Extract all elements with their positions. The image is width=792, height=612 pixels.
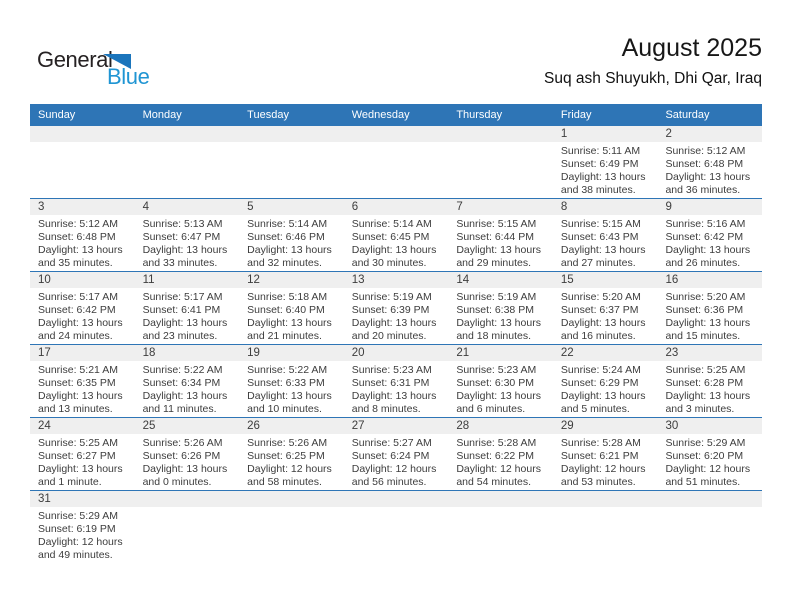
- daylight-text-line1: Daylight: 13 hours: [142, 317, 228, 329]
- daylight-text-line1: Daylight: 13 hours: [38, 390, 123, 402]
- day-cell-28: [448, 418, 553, 490]
- date-band-empty: [239, 491, 344, 507]
- sunset-text: Sunset: 6:20 PM: [665, 450, 744, 462]
- page-titles: [544, 34, 762, 88]
- sunset-text: Sunset: 6:21 PM: [560, 450, 639, 462]
- sunset-text: Sunset: 6:48 PM: [38, 231, 116, 243]
- sunrise-text: Sunrise: 5:24 AM: [560, 364, 641, 376]
- sunrise-text: Sunrise: 5:12 AM: [38, 218, 118, 230]
- date-band-empty: [30, 126, 135, 142]
- daylight-text-line1: Daylight: 13 hours: [38, 463, 123, 475]
- sunset-text: Sunset: 6:47 PM: [142, 231, 221, 243]
- day-cell-25: [135, 418, 240, 490]
- daylight-text-line1: Daylight: 13 hours: [142, 390, 228, 402]
- logo-text-blue: Blue: [107, 64, 150, 89]
- sunset-text: Sunset: 6:42 PM: [665, 231, 744, 243]
- daylight-text-line1: Daylight: 12 hours: [665, 463, 751, 475]
- day-cell-3: [30, 199, 135, 271]
- sunset-text: Sunset: 6:28 PM: [665, 377, 744, 389]
- day-cell-6: [344, 199, 449, 271]
- daylight-text-line2: and 36 minutes.: [665, 184, 741, 196]
- sunrise-text: Sunrise: 5:22 AM: [142, 364, 223, 376]
- sunrise-text: Sunrise: 5:20 AM: [665, 291, 746, 303]
- weekday-sunday: Sunday: [38, 109, 76, 121]
- date-number: 2: [657, 126, 762, 142]
- day-cell-4: [135, 199, 240, 271]
- daylight-text-line2: and 0 minutes.: [142, 476, 212, 488]
- day-cell-27: [344, 418, 449, 490]
- sunset-text: Sunset: 6:46 PM: [247, 231, 325, 243]
- sunrise-text: Sunrise: 5:27 AM: [351, 437, 432, 449]
- daylight-text-line2: and 13 minutes.: [38, 403, 113, 415]
- weekday-header-row: [30, 104, 762, 126]
- sunrise-text: Sunrise: 5:26 AM: [142, 437, 223, 449]
- daylight-text-line1: Daylight: 13 hours: [142, 463, 228, 475]
- day-cell-empty: [239, 491, 344, 564]
- day-cell-17: [30, 345, 135, 417]
- date-band-empty: [657, 491, 762, 507]
- daylight-text-line1: Daylight: 13 hours: [665, 244, 751, 256]
- day-cell-5: [239, 199, 344, 271]
- daylight-text-line2: and 23 minutes.: [142, 330, 218, 342]
- date-number: 29: [553, 418, 658, 434]
- daylight-text-line2: and 26 minutes.: [665, 257, 741, 269]
- day-cell-empty: [239, 126, 344, 198]
- sunrise-text: Sunrise: 5:19 AM: [351, 291, 432, 303]
- day-cell-empty: [30, 126, 135, 198]
- day-cell-18: [135, 345, 240, 417]
- week-row-6: [30, 491, 762, 564]
- day-cell-24: [30, 418, 135, 490]
- daylight-text-line1: Daylight: 13 hours: [247, 317, 332, 329]
- date-number: 18: [135, 345, 240, 361]
- daylight-text-line2: and 10 minutes.: [247, 403, 322, 415]
- date-number: 7: [448, 199, 553, 215]
- date-number: 22: [553, 345, 658, 361]
- general-blue-logo: [37, 47, 167, 91]
- sunset-text: Sunset: 6:38 PM: [456, 304, 534, 316]
- sunset-text: Sunset: 6:24 PM: [351, 450, 430, 462]
- daylight-text-line2: and 11 minutes.: [142, 403, 217, 415]
- sunrise-text: Sunrise: 5:21 AM: [38, 364, 118, 376]
- sunset-text: Sunset: 6:31 PM: [351, 377, 430, 389]
- date-number: 28: [448, 418, 553, 434]
- sunrise-text: Sunrise: 5:28 AM: [456, 437, 537, 449]
- daylight-text-line2: and 21 minutes.: [247, 330, 322, 342]
- sunrise-text: Sunrise: 5:14 AM: [247, 218, 328, 230]
- daylight-text-line1: Daylight: 12 hours: [456, 463, 541, 475]
- date-number: 8: [553, 199, 658, 215]
- daylight-text-line2: and 38 minutes.: [560, 184, 636, 196]
- weekday-wednesday: Wednesday: [351, 109, 410, 121]
- date-number: 15: [553, 272, 658, 288]
- day-cell-empty: [135, 126, 240, 198]
- date-number: 23: [657, 345, 762, 361]
- sunrise-text: Sunrise: 5:25 AM: [665, 364, 746, 376]
- sunset-text: Sunset: 6:27 PM: [38, 450, 116, 462]
- daylight-text-line2: and 24 minutes.: [38, 330, 113, 342]
- sunset-text: Sunset: 6:30 PM: [456, 377, 534, 389]
- daylight-text-line2: and 8 minutes.: [351, 403, 421, 415]
- daylight-text-line1: Daylight: 13 hours: [247, 244, 332, 256]
- sunset-text: Sunset: 6:36 PM: [665, 304, 744, 316]
- day-cell-empty: [344, 126, 449, 198]
- daylight-text-line1: Daylight: 13 hours: [560, 171, 646, 183]
- date-number: 21: [448, 345, 553, 361]
- daylight-text-line2: and 35 minutes.: [38, 257, 113, 269]
- date-number: 17: [30, 345, 135, 361]
- sunset-text: Sunset: 6:29 PM: [560, 377, 639, 389]
- date-number: 6: [344, 199, 449, 215]
- weekday-monday: Monday: [142, 109, 182, 121]
- day-cell-empty: [657, 491, 762, 564]
- date-number: 4: [135, 199, 240, 215]
- sunrise-text: Sunrise: 5:14 AM: [351, 218, 432, 230]
- day-cell-8: [553, 199, 658, 271]
- date-number: 31: [30, 491, 135, 507]
- week-row-5: [30, 418, 762, 491]
- day-cell-empty: [344, 491, 449, 564]
- sunset-text: Sunset: 6:44 PM: [456, 231, 534, 243]
- daylight-text-line1: Daylight: 12 hours: [560, 463, 646, 475]
- date-number: 11: [135, 272, 240, 288]
- sunset-text: Sunset: 6:49 PM: [560, 158, 639, 170]
- daylight-text-line2: and 58 minutes.: [247, 476, 322, 488]
- weekday-tuesday: Tuesday: [247, 109, 289, 121]
- daylight-text-line1: Daylight: 13 hours: [351, 390, 437, 402]
- weekday-friday: Friday: [560, 109, 592, 121]
- week-row-4: [30, 345, 762, 418]
- daylight-text-line1: Daylight: 13 hours: [38, 244, 123, 256]
- daylight-text-line1: Daylight: 13 hours: [456, 317, 541, 329]
- sunset-text: Sunset: 6:39 PM: [351, 304, 430, 316]
- daylight-text-line1: Daylight: 13 hours: [560, 244, 646, 256]
- sunrise-text: Sunrise: 5:18 AM: [247, 291, 328, 303]
- day-cell-22: [553, 345, 658, 417]
- date-number: 5: [239, 199, 344, 215]
- sunset-text: Sunset: 6:22 PM: [456, 450, 534, 462]
- sunset-text: Sunset: 6:41 PM: [142, 304, 221, 316]
- day-cell-16: [657, 272, 762, 344]
- day-cell-1: [553, 126, 658, 198]
- logo-text-general: General: [37, 47, 113, 72]
- daylight-text-line2: and 6 minutes.: [456, 403, 526, 415]
- date-number: 1: [553, 126, 658, 142]
- date-band-empty: [448, 491, 553, 507]
- day-cell-23: [657, 345, 762, 417]
- date-number: 9: [657, 199, 762, 215]
- sunrise-text: Sunrise: 5:19 AM: [456, 291, 537, 303]
- date-band-empty: [239, 126, 344, 142]
- daylight-text-line2: and 27 minutes.: [560, 257, 636, 269]
- daylight-text-line2: and 51 minutes.: [665, 476, 741, 488]
- date-number: 14: [448, 272, 553, 288]
- daylight-text-line1: Daylight: 13 hours: [456, 390, 541, 402]
- day-cell-21: [448, 345, 553, 417]
- sunrise-text: Sunrise: 5:13 AM: [142, 218, 223, 230]
- day-cell-9: [657, 199, 762, 271]
- date-number: 10: [30, 272, 135, 288]
- sunrise-text: Sunrise: 5:23 AM: [456, 364, 537, 376]
- sunset-text: Sunset: 6:43 PM: [560, 231, 639, 243]
- sunrise-text: Sunrise: 5:29 AM: [38, 510, 118, 522]
- date-number: 16: [657, 272, 762, 288]
- day-cell-29: [553, 418, 658, 490]
- sunrise-text: Sunrise: 5:20 AM: [560, 291, 641, 303]
- sunset-text: Sunset: 6:19 PM: [38, 523, 116, 535]
- sunset-text: Sunset: 6:37 PM: [560, 304, 639, 316]
- sunrise-text: Sunrise: 5:29 AM: [665, 437, 746, 449]
- daylight-text-line2: and 18 minutes.: [456, 330, 532, 342]
- sunrise-text: Sunrise: 5:28 AM: [560, 437, 641, 449]
- daylight-text-line2: and 33 minutes.: [142, 257, 218, 269]
- sunset-text: Sunset: 6:33 PM: [247, 377, 325, 389]
- day-cell-11: [135, 272, 240, 344]
- daylight-text-line2: and 29 minutes.: [456, 257, 532, 269]
- daylight-text-line1: Daylight: 13 hours: [560, 317, 646, 329]
- daylight-text-line2: and 54 minutes.: [456, 476, 532, 488]
- daylight-text-line2: and 56 minutes.: [351, 476, 427, 488]
- day-cell-empty: [135, 491, 240, 564]
- sunrise-text: Sunrise: 5:17 AM: [38, 291, 118, 303]
- daylight-text-line1: Daylight: 13 hours: [351, 244, 437, 256]
- daylight-text-line2: and 16 minutes.: [560, 330, 636, 342]
- sunrise-text: Sunrise: 5:22 AM: [247, 364, 328, 376]
- sunset-text: Sunset: 6:42 PM: [38, 304, 116, 316]
- daylight-text-line1: Daylight: 13 hours: [560, 390, 646, 402]
- day-cell-19: [239, 345, 344, 417]
- daylight-text-line2: and 32 minutes.: [247, 257, 322, 269]
- sunset-text: Sunset: 6:25 PM: [247, 450, 325, 462]
- sunset-text: Sunset: 6:35 PM: [38, 377, 116, 389]
- sunset-text: Sunset: 6:26 PM: [142, 450, 221, 462]
- daylight-text-line1: Daylight: 13 hours: [665, 171, 751, 183]
- sunrise-text: Sunrise: 5:17 AM: [142, 291, 223, 303]
- daylight-text-line1: Daylight: 13 hours: [665, 317, 751, 329]
- daylight-text-line2: and 5 minutes.: [560, 403, 630, 415]
- month-title: August 2025: [621, 34, 762, 62]
- daylight-text-line1: Daylight: 13 hours: [247, 390, 332, 402]
- week-row-2: [30, 199, 762, 272]
- date-number: 19: [239, 345, 344, 361]
- daylight-text-line1: Daylight: 13 hours: [351, 317, 437, 329]
- daylight-text-line2: and 49 minutes.: [38, 549, 113, 561]
- sunset-text: Sunset: 6:34 PM: [142, 377, 221, 389]
- date-number: 12: [239, 272, 344, 288]
- date-number: 24: [30, 418, 135, 434]
- daylight-text-line2: and 30 minutes.: [351, 257, 427, 269]
- daylight-text-line2: and 15 minutes.: [665, 330, 741, 342]
- daylight-text-line2: and 3 minutes.: [665, 403, 735, 415]
- weekday-thursday: Thursday: [456, 109, 503, 121]
- weekday-saturday: Saturday: [665, 109, 710, 121]
- location-subtitle: Suq ash Shuyukh, Dhi Qar, Iraq: [544, 70, 762, 87]
- day-cell-14: [448, 272, 553, 344]
- sunrise-text: Sunrise: 5:16 AM: [665, 218, 746, 230]
- day-cell-7: [448, 199, 553, 271]
- date-number: 3: [30, 199, 135, 215]
- date-band-empty: [135, 491, 240, 507]
- sunrise-text: Sunrise: 5:15 AM: [560, 218, 641, 230]
- date-band-empty: [135, 126, 240, 142]
- week-row-1: [30, 126, 762, 199]
- day-cell-31: [30, 491, 135, 564]
- sunset-text: Sunset: 6:45 PM: [351, 231, 430, 243]
- day-cell-empty: [448, 491, 553, 564]
- daylight-text-line1: Daylight: 12 hours: [247, 463, 332, 475]
- date-number: 26: [239, 418, 344, 434]
- day-cell-13: [344, 272, 449, 344]
- day-cell-15: [553, 272, 658, 344]
- sunset-text: Sunset: 6:48 PM: [665, 158, 744, 170]
- sunset-text: Sunset: 6:40 PM: [247, 304, 325, 316]
- sunrise-text: Sunrise: 5:15 AM: [456, 218, 537, 230]
- date-number: 13: [344, 272, 449, 288]
- daylight-text-line2: and 1 minute.: [38, 476, 102, 488]
- daylight-text-line1: Daylight: 12 hours: [38, 536, 123, 548]
- date-band-empty: [344, 126, 449, 142]
- daylight-text-line1: Daylight: 13 hours: [142, 244, 228, 256]
- week-row-3: [30, 272, 762, 345]
- daylight-text-line2: and 53 minutes.: [560, 476, 636, 488]
- date-band-empty: [553, 491, 658, 507]
- date-number: 30: [657, 418, 762, 434]
- day-cell-30: [657, 418, 762, 490]
- sunrise-text: Sunrise: 5:23 AM: [351, 364, 432, 376]
- day-cell-20: [344, 345, 449, 417]
- date-number: 20: [344, 345, 449, 361]
- date-band-empty: [448, 126, 553, 142]
- day-cell-empty: [448, 126, 553, 198]
- day-cell-empty: [553, 491, 658, 564]
- day-cell-12: [239, 272, 344, 344]
- day-cell-10: [30, 272, 135, 344]
- sunrise-text: Sunrise: 5:12 AM: [665, 145, 746, 157]
- daylight-text-line2: and 20 minutes.: [351, 330, 427, 342]
- date-number: 25: [135, 418, 240, 434]
- daylight-text-line1: Daylight: 13 hours: [456, 244, 541, 256]
- day-cell-2: [657, 126, 762, 198]
- day-cell-26: [239, 418, 344, 490]
- daylight-text-line1: Daylight: 13 hours: [38, 317, 123, 329]
- sunrise-text: Sunrise: 5:26 AM: [247, 437, 328, 449]
- daylight-text-line1: Daylight: 13 hours: [665, 390, 751, 402]
- date-number: 27: [344, 418, 449, 434]
- date-band-empty: [344, 491, 449, 507]
- daylight-text-line1: Daylight: 12 hours: [351, 463, 437, 475]
- sunrise-text: Sunrise: 5:25 AM: [38, 437, 118, 449]
- calendar-grid: [30, 126, 762, 564]
- sunrise-text: Sunrise: 5:11 AM: [560, 145, 641, 157]
